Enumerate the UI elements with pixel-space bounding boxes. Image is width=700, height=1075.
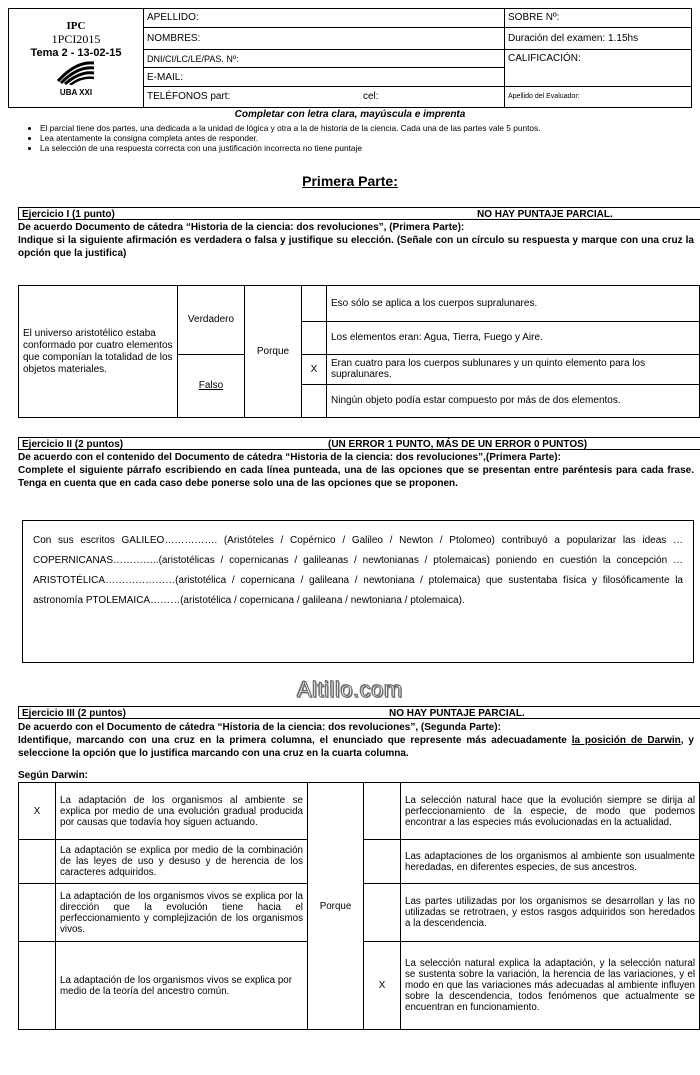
duracion-label: Duración del examen: 1.15hs	[505, 27, 692, 49]
ex3-header	[18, 706, 700, 719]
ex1-option-mark[interactable]	[302, 286, 327, 322]
email-field[interactable]: E-MAIL:	[144, 68, 505, 87]
instruction-item: • Lea atentamente la consigna completa antes de responder.	[40, 133, 680, 143]
ex1-statement: El universo aristotélico estaba conformado por cuatro elementos que componían la totalidad de los objetos materiales.	[19, 286, 178, 418]
ex1-porque: Porque	[245, 286, 302, 418]
ex3-source: De acuerdo con el Documento de cátedra “Historia de la ciencia: dos revoluciones”, (Segunda Parte):	[18, 722, 501, 733]
ex1-option-text: Ningún objeto podía estar compuesto por más de dos elementos.	[327, 384, 700, 417]
nombres-field[interactable]: NOMBRES:	[144, 27, 505, 49]
ex3-table	[18, 782, 700, 1030]
ex1-verdadero[interactable]: Verdadero	[178, 286, 245, 355]
ex2-paragraph-box	[22, 520, 694, 663]
telefonos-field[interactable]: TELÉFONOS part:	[144, 86, 361, 107]
ex3-porque: Porque	[308, 783, 364, 1030]
ex3-left-mark[interactable]: X	[19, 783, 56, 840]
instructions-list	[40, 123, 680, 153]
evaluador-field[interactable]: Apellido del Evaluador:	[505, 86, 692, 107]
ex1-option-text: Eso sólo se aplica a los cuerpos supralunares.	[327, 286, 700, 322]
ex2-answer-2[interactable]: COPERNICANAS	[33, 555, 114, 566]
course-code: 1PCI2015	[51, 31, 101, 46]
ex3-task: Identifique, marcando con una cruz en la primera columna, el enunciado que represente más adecuadamente	[18, 735, 572, 746]
ex1-option-mark[interactable]	[302, 384, 327, 417]
ex3-right-mark[interactable]	[364, 884, 401, 942]
ex2-source: De acuerdo con el contenido del Documento de cátedra “Historia de la ciencia: dos revoluciones”,(Primera Parte):	[18, 452, 561, 463]
ex2-text: ……………. (Aristóteles / Copérnico / Galileo / Newton / Ptolomeo) contribuyó a popularizar las ideas …	[164, 535, 683, 546]
instructions-note: Completar con letra clara, mayúscula e imprenta	[234, 109, 466, 120]
ex2-instructions	[18, 451, 694, 490]
course-name: IPC	[66, 19, 86, 32]
watermark: Altillo.com	[297, 677, 403, 702]
ex1-option-text: Eran cuatro para los cuerpos sublunares y un quinto elemento para los supralunares.	[327, 354, 700, 384]
ex3-segun-darwin: Según Darwin:	[18, 770, 89, 781]
ex3-right-text: La selección natural hace que la evolución siempre se dirija al perfeccionamiento de la especie, de modo que podemos encontrar a las especies más evolucionadas en la actualidad.	[401, 783, 700, 840]
ex3-task: , y seleccione la opción que lo justifica marcando con una cruz en la cuarta columna.	[18, 735, 694, 759]
ex3-left-text: La adaptación se explica por medio de la combinación de las leyes de uso y desuso y de herencia de los caracteres adquiridos.	[56, 840, 308, 884]
ex3-right-mark[interactable]	[364, 840, 401, 884]
ex2-answer-1[interactable]: GALILEO	[121, 535, 165, 546]
ex2-text: …………………(aristotélica / copernicana / galileana / newtoniana / ptolemaica) que sustentaba física y filosóficamente la astronomía	[33, 575, 683, 606]
ex3-left-mark[interactable]	[19, 942, 56, 1030]
exam-tema: Tema 2 - 13-02-15	[30, 46, 122, 59]
ex1-option-text: Los elementos eran: Agua, Tierra, Fuego y Aire.	[327, 322, 700, 354]
ex3-task-emphasis: la posición de Darwin	[571, 735, 681, 746]
instruction-item: • La selección de una respuesta correcta con una justificación incorrecta no tiene puntaje	[40, 143, 680, 153]
ex1-task: Indique si la siguiente afirmación es verdadera o falsa y justifique su elección. (Señale con un círculo su respuesta y marque con una cruz la opción que la justifica)	[18, 235, 694, 259]
ex1-score-note: NO HAY PUNTAJE PARCIAL.	[477, 209, 613, 220]
calificacion-field[interactable]: CALIFICACIÓN:	[505, 49, 692, 86]
ex2-header	[18, 437, 700, 450]
ex1-table	[18, 285, 700, 418]
ex2-text: Con sus escritos	[33, 535, 122, 546]
logo-text: UBA XXI	[59, 87, 93, 97]
ex1-option-mark[interactable]	[302, 322, 327, 354]
ex1-source: De acuerdo Documento de cátedra “Historia de la ciencia: dos revoluciones”, (Primera Parte):	[18, 222, 465, 233]
ex2-score-note: (UN ERROR 1 PUNTO, MÁS DE UN ERROR 0 PUNTOS)	[328, 439, 588, 450]
ex2-answer-4[interactable]: PTOLEMAICA	[85, 595, 151, 606]
uba-logo-icon	[54, 59, 98, 85]
sobre-field[interactable]: SOBRE Nº:	[505, 9, 692, 28]
dni-field[interactable]: DNI/CI/LC/LE/PAS. Nº:	[144, 49, 505, 68]
ex3-left-mark[interactable]	[19, 884, 56, 942]
ex2-answer-3[interactable]: ARISTOTÉLICA	[33, 575, 106, 586]
ex1-falso[interactable]: Falso	[178, 354, 245, 418]
ex3-title: Ejercicio III (2 puntos)	[22, 708, 126, 719]
ex3-left-text: La adaptación de los organismos vivos se explica por la dirección que la evolución tiene hacia el perfeccionamiento y complejización de los organismos vivos.	[56, 884, 308, 942]
part-title: Primera Parte:	[302, 173, 398, 189]
ex2-text: …………..(aristotélicas / copernicanas / galileanas / newtonianas / ptolemaicas) poniendo en cuestión la concepción …	[113, 555, 683, 566]
instruction-item: • El parcial tiene dos partes, una dedicada a la unidad de lógica y otra a la de historia de la ciencia. Cada una de las partes vale 5 puntos.	[40, 123, 680, 133]
header-logo-cell	[9, 9, 144, 108]
ex3-right-text: La selección natural explica la adaptación, y la selección natural se sustenta sobre la variación, la herencia de las variaciones, y el modo en que las variaciones más adecuadas al ambiente influyen sobre la descendencia, todos fenómenos que actualmente se encuentran en funcionamiento.	[401, 942, 700, 1030]
cel-field[interactable]: cel:	[360, 86, 505, 107]
ex1-instructions	[18, 221, 694, 260]
ex2-title: Ejercicio II (2 puntos)	[22, 439, 124, 450]
apellido-field[interactable]: APELLIDO:	[144, 9, 505, 28]
ex1-option-mark[interactable]: X	[302, 354, 327, 384]
ex3-left-mark[interactable]	[19, 840, 56, 884]
ex2-task: Complete el siguiente párrafo escribiendo en cada línea punteada, una de las opciones que se presentan entre paréntesis para cada frase. Tenga en cuenta que en cada caso debe ponerse solo una de las opciones que se proponen.	[18, 465, 694, 489]
ex1-header	[18, 207, 700, 220]
ex3-right-mark[interactable]: X	[364, 942, 401, 1030]
exam-header	[8, 8, 692, 108]
ex1-title: Ejercicio I (1 punto)	[22, 209, 115, 220]
ex3-right-text: Las partes utilizadas por los organismos se desarrollan y las no utilizadas se retrotraen, y estos rasgos adquiridos son heredados a la descendencia.	[401, 884, 700, 942]
ex3-left-text: La adaptación de los organismos vivos se explica por medio de la teoría del ancestro común.	[56, 942, 308, 1030]
ex3-left-text: La adaptación de los organismos al ambiente se explica por medio de una evolución gradual producida por causas que todavía hoy siguen actuando.	[56, 783, 308, 840]
ex2-text: ………(aristotélica / copernicana / galileana / newtoniana / ptolemaica).	[150, 595, 465, 606]
ex3-instructions	[18, 721, 694, 760]
ex3-score-note: NO HAY PUNTAJE PARCIAL.	[389, 708, 525, 719]
ex3-right-mark[interactable]	[364, 783, 401, 840]
ex3-right-text: Las adaptaciones de los organismos al ambiente son usualmente heredadas, en diferentes especies, de sus ancestros.	[401, 840, 700, 884]
